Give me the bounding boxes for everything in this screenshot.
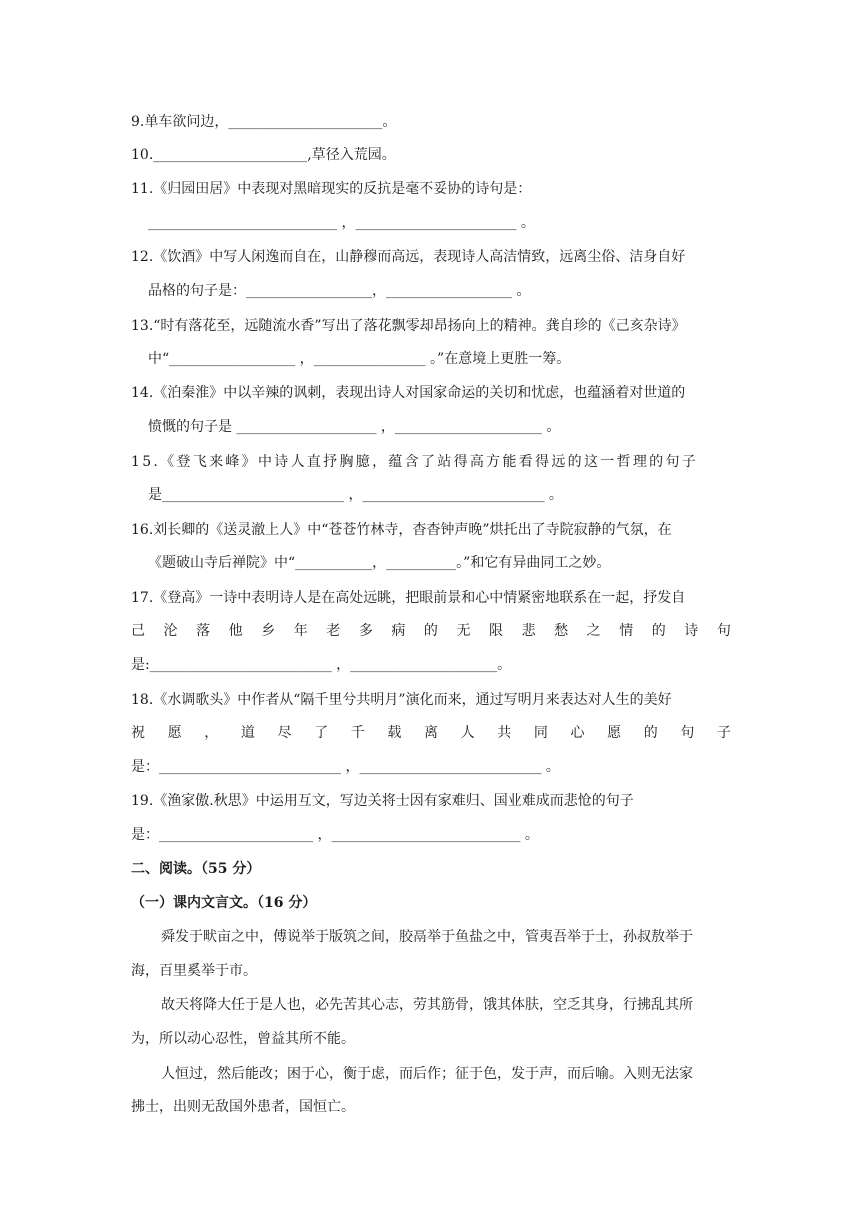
passage-paragraph-2: 故天将降大任于是人也，必先苦其心志，劳其筋骨，饿其体肤，空乏其身，行拂乱其所 [161, 997, 693, 1013]
question-16: 16.刘长卿的《送灵澈上人》中“苍苍竹林寺，杳杳钟声晚”烘托出了寺院寂静的气氛，在 [131, 522, 672, 538]
section-heading: 二、阅读。（55 分） [131, 861, 261, 877]
question-13: 13.“时有落花至，远随流水香”写出了落花飘零却昂扬向上的精神。龚自珍的《己亥杂诗》 [131, 318, 686, 334]
question-15-blanks: 是__________________________ ，__________________________ 。 [148, 487, 563, 503]
question-16-blanks: 《题破山寺后禅院》中“___________，__________。”和它有异曲同工之妙。 [148, 555, 611, 571]
subsection-heading: （一）课内文言文。（16 分） [131, 895, 317, 911]
question-18-continued-text: 祝 愿 ， 道 尽 了 千 载 离 人 共 同 心 愿 的 句 子 [131, 725, 731, 741]
question-18-continued [131, 723, 731, 743]
passage-paragraph-1-cont: 海，百里奚举于市。 [131, 963, 257, 979]
question-9: 9.单车欲问边，______________________。 [131, 114, 397, 130]
question-12-blanks: 品格的句子是：__________________，__________________ 。 [148, 283, 531, 299]
question-19: 19.《渔家傲.秋思》中运用互文，写边关将士因有家难归、国业难成而悲怆的句子 [131, 793, 634, 809]
question-17-continued-text: 己 沦 落 他 乡 年 老 多 病 的 无 限 悲 愁 之 情 的 诗 句 [131, 623, 731, 639]
passage-paragraph-3-cont: 拂士，出则无敌国外患者，国恒亡。 [131, 1099, 355, 1115]
question-14-blanks: 愤慨的句子是 ____________________ ，_____________________ 。 [148, 419, 561, 435]
question-14: 14.《泊秦淮》中以辛辣的讽刺，表现出诗人对国家命运的关切和忧虑，也蕴涵着对世道的 [131, 385, 686, 401]
question-19-blanks: 是：______________________ ，___________________________ 。 [131, 827, 539, 843]
question-11-blanks: ___________________________ ，_______________________ 。 [148, 215, 535, 231]
question-17: 17.《登高》一诗中表明诗人是在高处远眺，把眼前景和心中情紧密地联系在一起，抒发自 [131, 590, 686, 606]
question-15: 15.《登飞来峰》中诗人直抒胸臆，蕴含了站得高方能看得远的这一哲理的句子 [131, 454, 699, 470]
question-17-continued [131, 621, 731, 641]
question-17-blanks: 是:__________________________ ，_____________________。 [131, 657, 512, 673]
question-11: 11.《归园田居》中表现对黑暗现实的反抗是毫不妥协的诗句是： [131, 181, 532, 197]
passage-paragraph-3: 人恒过，然后能改；困于心，衡于虑，而后作；征于色，发于声，而后喻。入则无法家 [161, 1066, 693, 1082]
question-12: 12.《饮酒》中写人闲逸而自在，山静穆而高远，表现诗人高洁情致，远离尘俗、洁身自好 [131, 249, 686, 265]
passage-paragraph-2-cont: 为，所以动心忍性，曾益其所不能。 [131, 1031, 355, 1047]
question-10: 10.______________________,草径入荒园。 [131, 147, 396, 163]
question-13-blanks: 中“__________________ ，________________ 。”在意境上更胜一筹。 [148, 351, 571, 367]
question-18-blanks: 是：__________________________ ，__________________________ 。 [131, 759, 560, 775]
passage-paragraph-1: 舜发于畎亩之中，傅说举于版筑之间，胶鬲举于鱼盐之中，管夷吾举于士，孙叔敖举于 [161, 929, 693, 945]
question-18: 18.《水调歌头》中作者从“隔千里兮共明月”演化而来，通过写明月来表达对人生的美好 [131, 692, 672, 708]
